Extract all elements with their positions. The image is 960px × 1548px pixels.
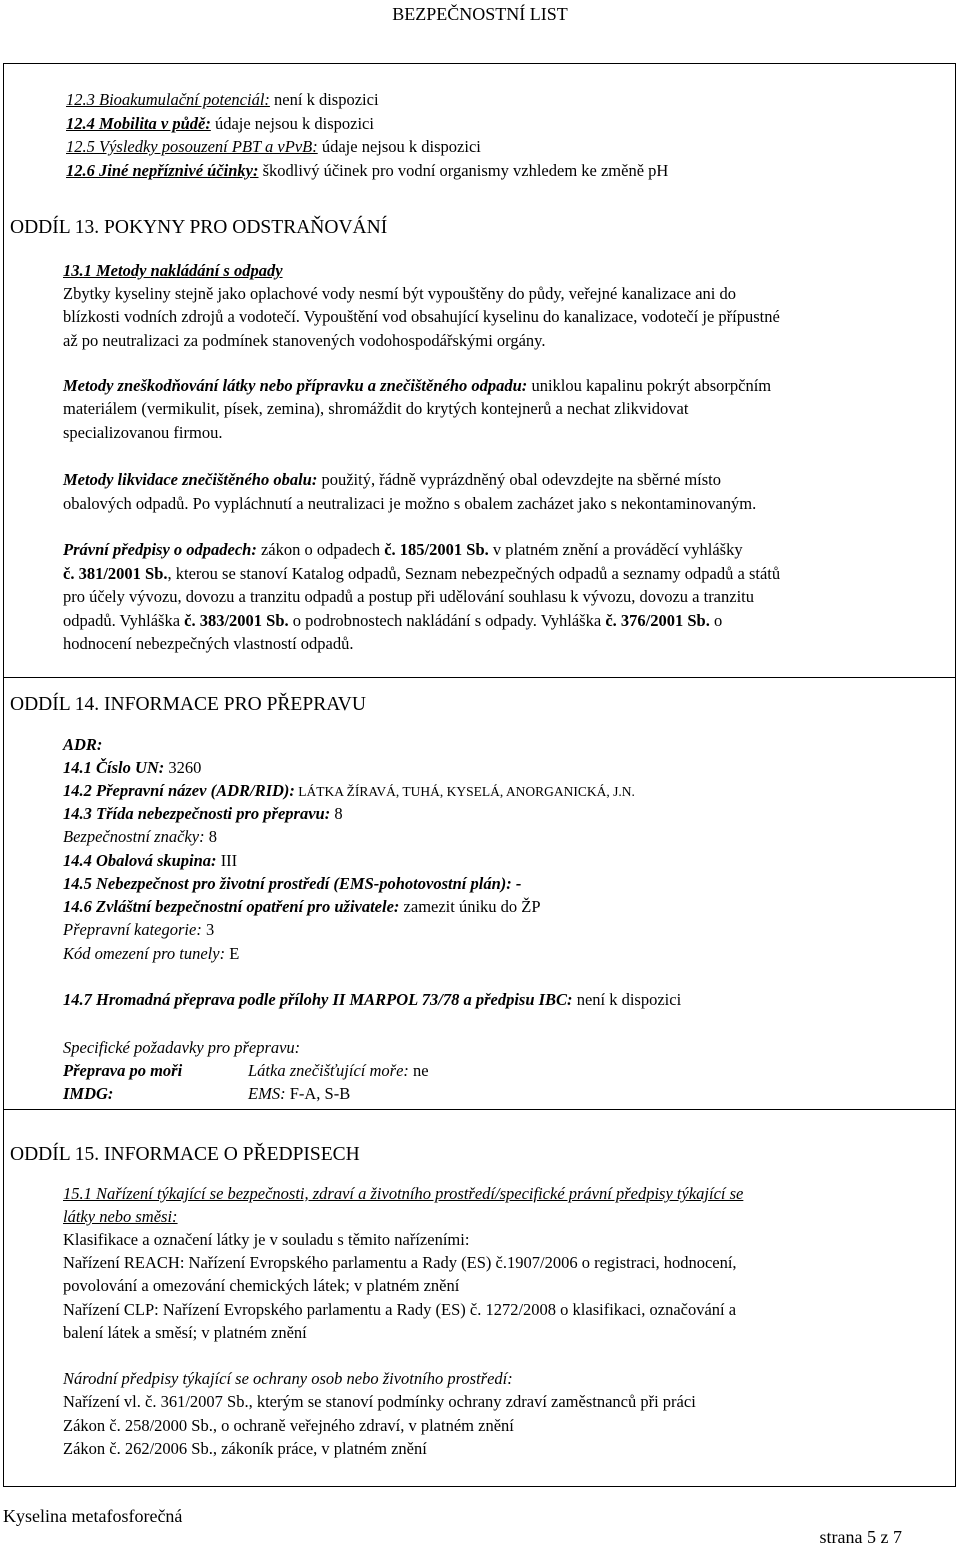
s12-4-value: údaje nejsou k dispozici: [210, 114, 374, 133]
s13-p3-text-1: použitý, řádně vyprázdněný obal odevzdejte na sběrné místo: [317, 470, 721, 489]
s14-2-value: LÁTKA ŽÍRAVÁ, TUHÁ, KYSELÁ, ANORGANICKÁ, J.N.: [294, 784, 635, 799]
s13-1-heading: 13.1 Metody nakládání s odpady: [63, 261, 283, 280]
s15-line-3: povolování a omezování chemických látek; v platném znění: [63, 1276, 460, 1295]
s14-tunnel-value: E: [225, 944, 240, 963]
s12-5-label: 12.5 Výsledky posouzení PBT a vPvB:: [66, 137, 318, 156]
s14-5-line: 14.5 Nebezpečnost pro životní prostředí (EMS-pohotovostní plán): -: [63, 874, 522, 893]
s15-1-heading-line-1: 15.1 Nařízení týkající se bezpečnosti, zdraví a životního prostředí/specifické právní předpisy týkající se: [63, 1184, 744, 1203]
s14-adr-label: ADR:: [63, 735, 103, 754]
s14-signs-line: [63, 826, 217, 848]
s14-ems-line: [248, 1083, 350, 1105]
s13-p4-text-4d: č. 376/2001 Sb.: [605, 611, 710, 630]
s14-3-label: 14.3 Třída nebezpečnosti pro přepravu:: [63, 804, 331, 823]
s14-ems-value: F-A, S-B: [285, 1084, 351, 1103]
s14-tunnel-line: [63, 943, 239, 965]
s12-line-3: [66, 136, 481, 158]
s14-cat-value: 3: [201, 920, 215, 939]
s14-specific-label: Specifické požadavky pro přepravu:: [63, 1038, 301, 1057]
s12-3-value: není k dispozici: [269, 90, 379, 109]
s13-p4-line-5: hodnocení nebezpečných vlastností odpadů.: [63, 634, 354, 653]
s14-4-label: 14.4 Obalová skupina:: [63, 851, 217, 870]
s13-p3-line-2: obalových odpadů. Po vypláchnutí a neutralizaci je možno s obalem zacházet jako s nekontaminovaným.: [63, 494, 757, 513]
s13-p1-line-3: až po neutralizaci za podmínek stanovených vodohospodářskými orgány.: [63, 331, 546, 350]
s14-pollutant-line: [248, 1060, 429, 1082]
s12-4-label: 12.4 Mobilita v půdě:: [66, 114, 211, 133]
s13-p4-text-1b: č. 185/2001 Sb.: [384, 540, 489, 559]
s14-1-label: 14.1 Číslo UN:: [63, 758, 165, 777]
s13-p2-line-2: materiálem (vermikulit, písek, zemina), shromáždit do krytých kontejnerů a nechat zlikvidovat: [63, 399, 689, 418]
s13-p3-line-1: [63, 469, 721, 491]
footer-product-name: Kyselina metafosforečná: [3, 1506, 183, 1526]
s13-p4-line-2: [63, 563, 780, 585]
s14-imdg-label: IMDG:: [63, 1084, 114, 1103]
s15-national-2: Zákon č. 258/2000 Sb., o ochraně veřejného zdraví, v platném znění: [63, 1416, 514, 1435]
s14-3-value: 8: [330, 804, 343, 823]
s12-3-label: 12.3 Bioakumulační potenciál:: [66, 90, 270, 109]
s14-6-value: zamezit úniku do ŽP: [399, 897, 541, 916]
s15-line-2: Nařízení REACH: Nařízení Evropského parlamentu a Rady (ES) č.1907/2006 o registraci, hodnocení,: [63, 1253, 737, 1272]
s14-7-value: není k dispozici: [572, 990, 682, 1009]
s15-line-4: Nařízení CLP: Nařízení Evropského parlamentu a Rady (ES) č. 1272/2008 o klasifikaci, označování a: [63, 1300, 737, 1319]
s13-p1-line-2: blízkosti vodních zdrojů a vodotečí. Vypouštění vod obsahující kyselinu do kanalizace, vodotečí je přípustné: [63, 307, 780, 326]
s14-4-value: III: [216, 851, 238, 870]
s12-line-1: [66, 89, 379, 111]
s13-p4-text-4e: o: [709, 611, 723, 630]
s13-p2-line-3: specializovanou firmou.: [63, 423, 223, 442]
s12-line-2: [66, 113, 374, 135]
s13-p2-line-1: [63, 375, 771, 397]
s13-p4-text-2a: č. 381/2001 Sb.: [63, 564, 168, 583]
s14-signs-value: 8: [204, 827, 217, 846]
s15-national-heading: Národní předpisy týkající se ochrany osob nebo životního prostředí:: [63, 1369, 513, 1388]
s14-1-value: 3260: [164, 758, 202, 777]
s14-7-label: 14.7 Hromadná přeprava podle přílohy II MARPOL 73/78 a předpisu IBC:: [63, 990, 573, 1009]
s15-national-1: Nařízení vl. č. 361/2007 Sb., kterým se stanoví podmínky ochrany zdraví zaměstnanců při práci: [63, 1392, 696, 1411]
s15-line-1: Klasifikace a označení látky je v souladu s těmito nařízeními:: [63, 1230, 470, 1249]
s14-pollutant-value: ne: [408, 1061, 429, 1080]
s15-national-3: Zákon č. 262/2006 Sb., zákoník práce, v platném znění: [63, 1439, 427, 1458]
s15-line-5: balení látek a směsí; v platném znění: [63, 1323, 307, 1342]
s13-p1-line-1: Zbytky kyseliny stejně jako oplachové vody nesmí být vypouštěny do půdy, veřejné kanalizace ani do: [63, 284, 736, 303]
s13-p4-text-2b: , kterou se stanoví Katalog odpadů, Seznam nebezpečných odpadů a seznamy odpadů a států: [167, 564, 781, 583]
s12-6-value: škodlivý účinek pro vodní organismy vzhledem ke změně pH: [258, 161, 669, 180]
s14-4-line: [63, 850, 237, 872]
s13-p4-text-4c: o podrobnostech nakládání s odpady. Vyhláška: [288, 611, 606, 630]
s13-p4-text-4b: č. 383/2001 Sb.: [184, 611, 289, 630]
section-15-heading: ODDÍL 15. INFORMACE O PŘEDPISECH: [10, 1144, 360, 1165]
s13-p4-label: Právní předpisy o odpadech:: [63, 540, 257, 559]
document-header-title: BEZPEČNOSTNÍ LIST: [392, 4, 568, 24]
s13-p4-text-1c: v platném znění a prováděcí vyhlášky: [488, 540, 743, 559]
s14-cat-line: [63, 919, 214, 941]
s14-2-line: [63, 780, 635, 803]
s13-p4-text-4a: odpadů. Vyhláška: [63, 611, 185, 630]
s14-7-line: [63, 989, 681, 1011]
s14-2-label: 14.2 Přepravní název (ADR/RID):: [63, 781, 295, 800]
section-13-heading: ODDÍL 13. POKYNY PRO ODSTRAŇOVÁNÍ: [10, 217, 388, 238]
s14-tunnel-label: Kód omezení pro tunely:: [63, 944, 226, 963]
s14-pollutant-label: Látka znečišťující moře:: [248, 1061, 409, 1080]
s14-cat-label: Přepravní kategorie:: [63, 920, 202, 939]
s13-p4-line-1: [63, 539, 743, 561]
s13-p4-line-4: [63, 610, 722, 632]
s12-6-label: 12.6 Jiné nepříznivé účinky:: [66, 161, 259, 180]
s14-6-label: 14.6 Zvláštní bezpečnostní opatření pro uživatele:: [63, 897, 400, 916]
footer-page-number: strana 5 z 7: [819, 1527, 902, 1547]
s14-3-line: [63, 803, 343, 825]
s14-1-line: [63, 757, 201, 779]
s14-6-line: [63, 896, 541, 918]
s15-1-heading-line-2: látky nebo směsi:: [63, 1207, 178, 1226]
s12-line-4: [66, 160, 668, 182]
s13-p2-text-1: uniklou kapalinu pokrýt absorpčním: [527, 376, 772, 395]
s13-p3-label: Metody likvidace znečištěného obalu:: [63, 470, 318, 489]
s13-p2-label: Metody zneškodňování látky nebo přípravku a znečištěného odpadu:: [63, 376, 528, 395]
s14-ems-label: EMS:: [248, 1084, 286, 1103]
section-14-heading: ODDÍL 14. INFORMACE PRO PŘEPRAVU: [10, 694, 366, 715]
s14-sea-label: Přeprava po moři: [63, 1061, 183, 1080]
s14-signs-label: Bezpečnostní značky:: [63, 827, 205, 846]
s13-p4-text-1a: zákon o odpadech: [256, 540, 385, 559]
s13-p4-line-3: pro účely vývozu, dovozu a tranzitu odpadů a postup při udělování souhlasu k vývozu, dovozu a tranzitu: [63, 587, 755, 606]
s12-5-value: údaje nejsou k dispozici: [317, 137, 481, 156]
